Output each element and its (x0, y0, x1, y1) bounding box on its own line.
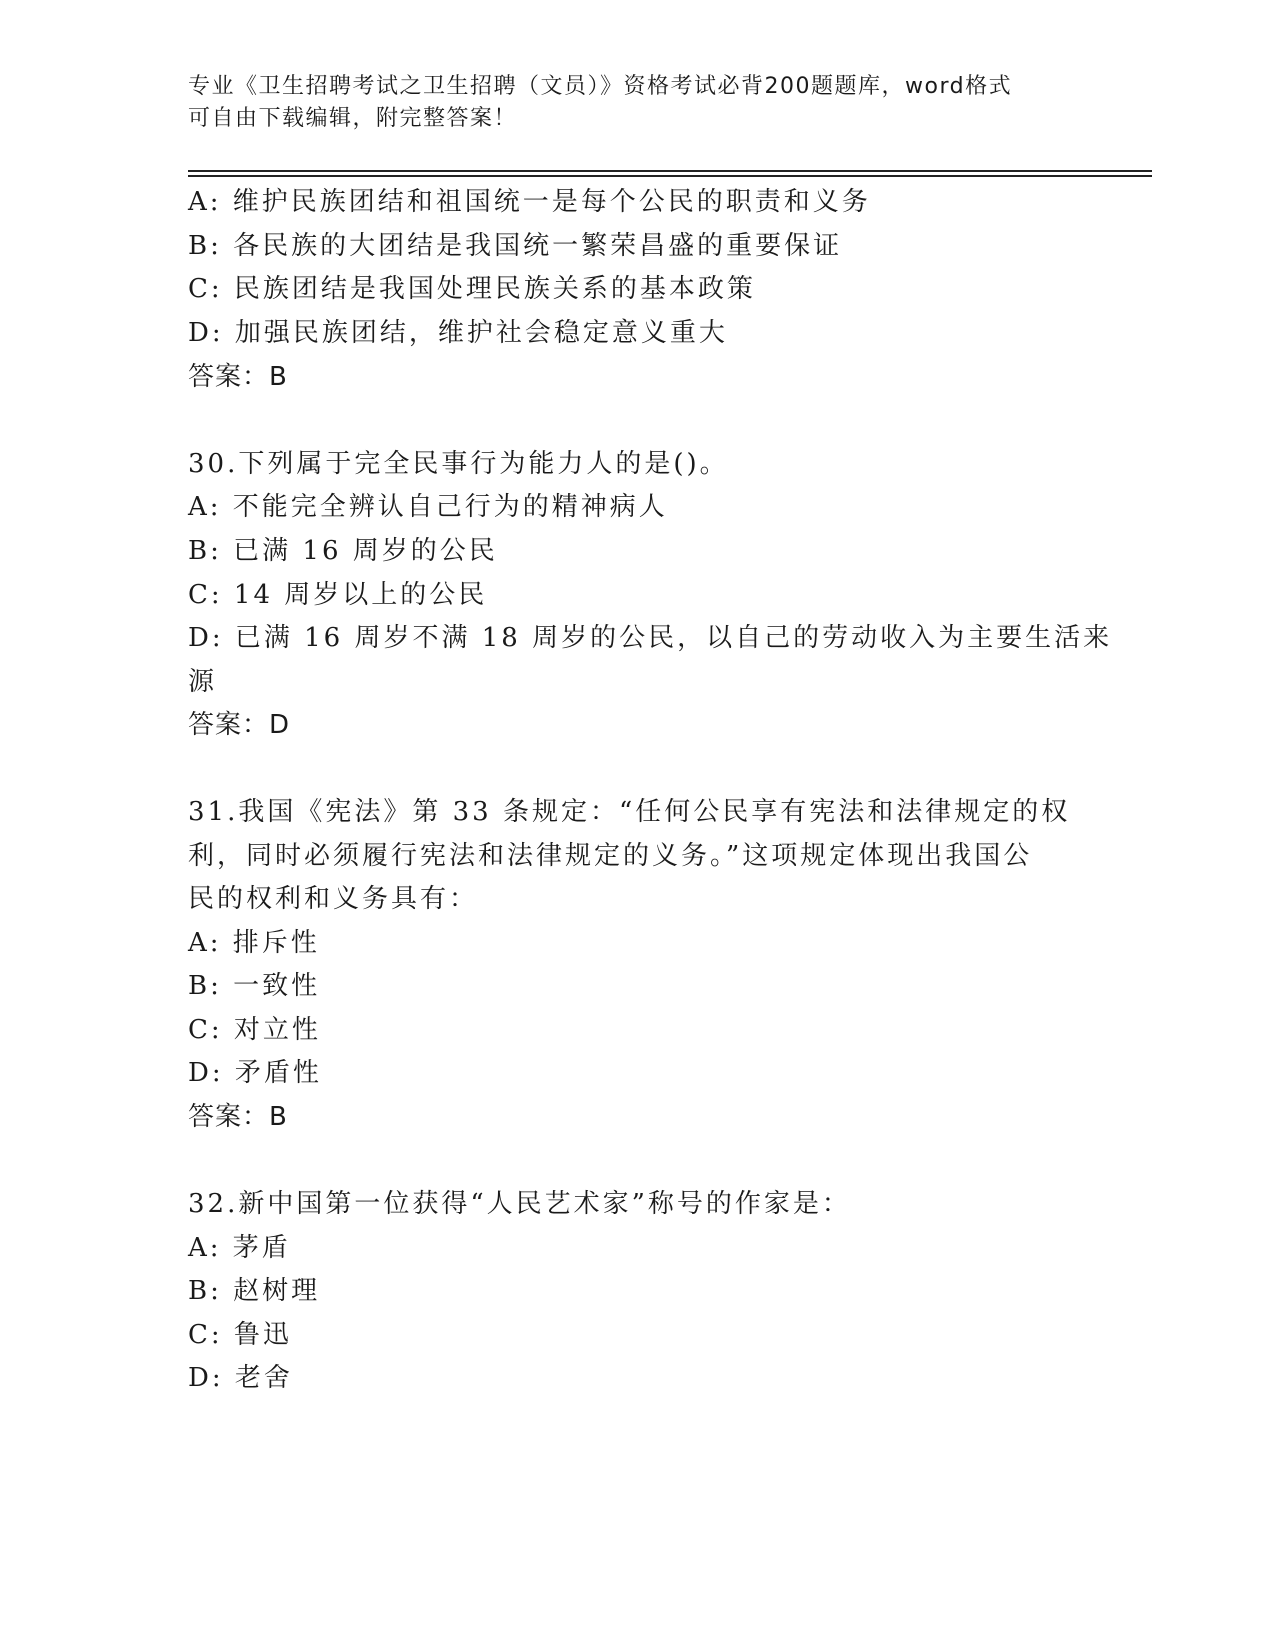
q31-question-line-3: 民的权利和义务具有： (188, 884, 479, 914)
q31-question-line-2: 利，同时必须履行宪法和法律规定的义务。”这项规定体现出我国公 (188, 841, 1033, 871)
q30-question: 30.下列属于完全民事行为能力人的是()。 (188, 449, 729, 479)
q31-option-c: C: 对立性 (188, 1015, 321, 1045)
q31-option-b: B: 一致性 (188, 971, 321, 1001)
q29-option-c: C: 民族团结是我国处理民族关系的基本政策 (188, 274, 756, 304)
q30-option-b: B: 已满 16 周岁的公民 (188, 536, 498, 566)
q32-option-d: D: 老舍 (188, 1363, 293, 1393)
q29-answer: 答案：B (188, 362, 288, 392)
q29-option-a: A: 维护民族团结和祖国统一是每个公民的职责和义务 (188, 187, 871, 217)
q29-option-b: B: 各民族的大团结是我国统一繁荣昌盛的重要保证 (188, 231, 843, 261)
q30-answer: 答案：D (188, 710, 291, 740)
header-title-line-2: 可自由下载编辑，附完整答案！ (188, 106, 518, 131)
q30-option-d: D: 已满 16 周岁不满 18 周岁的公民，以自己的劳动收入为主要生活来 (188, 623, 1113, 653)
q31-question-line-1: 31.我国《宪法》第 33 条规定：“任何公民享有宪法和法律规定的权 (188, 797, 1071, 827)
q31-option-a: A: 排斥性 (188, 928, 320, 958)
q30-option-a: A: 不能完全辨认自己行为的精神病人 (188, 492, 668, 522)
q32-option-c: C: 鲁迅 (188, 1320, 292, 1350)
q30-option-d-continued: 源 (188, 667, 218, 697)
q30-option-c: C: 14 周岁以上的公民 (188, 580, 488, 610)
header-rule-top (188, 170, 1152, 172)
header-title-line-1: 专业《卫生招聘考试之卫生招聘（文员）》资格考试必背200题题库，word格式 (188, 74, 1013, 99)
q31-answer: 答案：B (188, 1102, 288, 1132)
q31-option-d: D: 矛盾性 (188, 1058, 322, 1088)
q29-option-d: D: 加强民族团结，维护社会稳定意义重大 (188, 318, 728, 348)
q32-option-a: A: 茅盾 (188, 1233, 291, 1263)
q32-question: 32.新中国第一位获得“人民艺术家”称号的作家是： (188, 1189, 851, 1219)
q32-option-b: B: 赵树理 (188, 1276, 321, 1306)
header-rule-bottom (188, 175, 1152, 177)
